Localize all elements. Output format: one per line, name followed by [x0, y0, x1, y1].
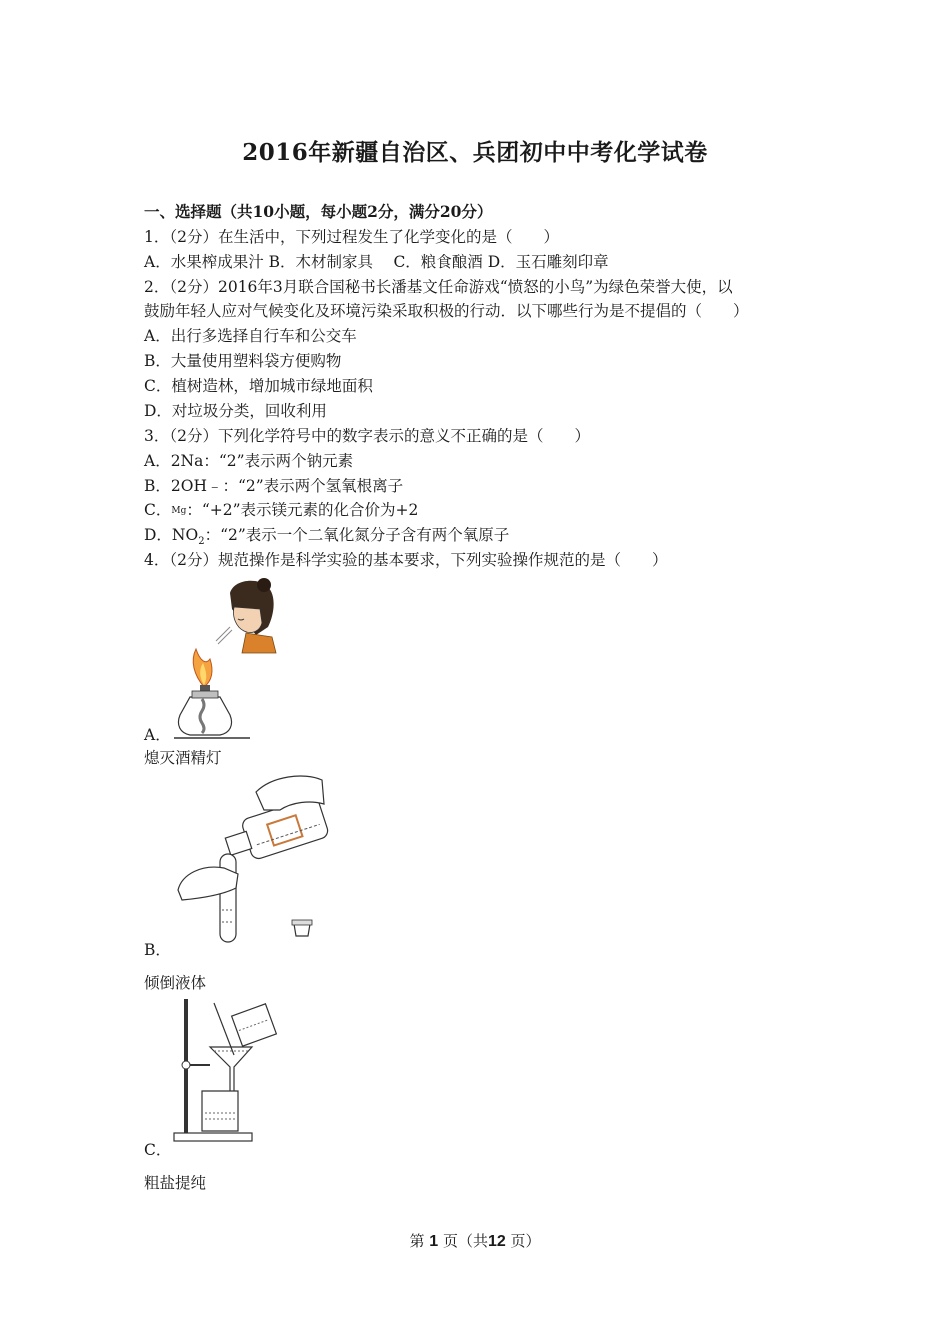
- q3-option-a: A．2Na：“2”表示两个钠元素: [144, 452, 354, 470]
- footer-prefix: 第: [409, 1232, 425, 1250]
- q3-option-d-text: ：“2”表示一个二氧化氮分子含有两个氧原子: [204, 526, 510, 544]
- q4-option-c-letter: C．: [144, 1141, 172, 1159]
- q4-option-a-caption: 熄灭酒精灯: [144, 749, 222, 767]
- filtration-setup-figure: [172, 995, 282, 1145]
- alcohol-lamp-blowing-figure: [172, 575, 287, 743]
- page-footer: [0, 1230, 950, 1251]
- footer-suffix: 页）: [510, 1232, 541, 1250]
- q2-stem-line1: 2．（2分）2016年3月联合国秘书长潘基文任命游戏“愤怒的小鸟”为绿色荣誉大使，以: [144, 278, 733, 296]
- q4-option-c-caption: 粗盐提纯: [144, 1174, 207, 1192]
- section-heading: 一、选择题（共10小题，每小题2分，满分20分）: [144, 202, 493, 221]
- pouring-liquid-figure: [172, 770, 332, 948]
- footer-page-number: 1: [429, 1233, 439, 1250]
- q2-option-c: C．植树造林，增加城市绿地面积: [144, 377, 373, 395]
- q2-option-a: A．出行多选择自行车和公交车: [144, 327, 357, 345]
- q2-stem-line2: 鼓励年轻人应对气候变化及环境污染采取积极的行动．以下哪些行为是不提倡的（ ）: [144, 302, 749, 320]
- exam-title: 2016年新疆自治区、兵团初中中考化学试卷: [242, 139, 708, 166]
- q3-option-c-letter: C．: [144, 501, 172, 519]
- q1-options: A．水果榨成果汁 B．木材制家具 C．粮食酿酒 D．玉石雕刻印章: [144, 253, 609, 271]
- q2-option-b: B．大量使用塑料袋方便购物: [144, 352, 342, 370]
- q3-option-d: [144, 525, 509, 552]
- q4-option-a-letter: A．: [144, 726, 171, 744]
- q3-option-d-letter: D．NO: [144, 526, 199, 544]
- footer-total-pages: 12: [487, 1233, 506, 1250]
- q4-option-b-caption: 倾倒液体: [144, 974, 207, 992]
- q3-option-d-subscript: 2: [198, 536, 205, 548]
- q3-option-b: B．2OH﹣：“2”表示两个氢氧根离子: [144, 477, 404, 495]
- q3-option-c: [144, 500, 418, 523]
- magnesium-symbol: Mg: [171, 506, 187, 516]
- q4-stem: 4．（2分）规范操作是科学实验的基本要求，下列实验操作规范的是（ ）: [144, 551, 668, 569]
- footer-middle: 页（共: [442, 1232, 488, 1250]
- q4-option-b-letter: B．: [144, 941, 171, 959]
- q1-stem: 1．（2分）在生活中，下列过程发生了化学变化的是（ ）: [144, 228, 559, 246]
- q3-option-c-text: ：“+2”表示镁元素的化合价为+2: [186, 501, 419, 519]
- q2-option-d: D．对垃圾分类，回收利用: [144, 402, 327, 420]
- q3-stem: 3．（2分）下列化学符号中的数字表示的意义不正确的是（ ）: [144, 427, 590, 445]
